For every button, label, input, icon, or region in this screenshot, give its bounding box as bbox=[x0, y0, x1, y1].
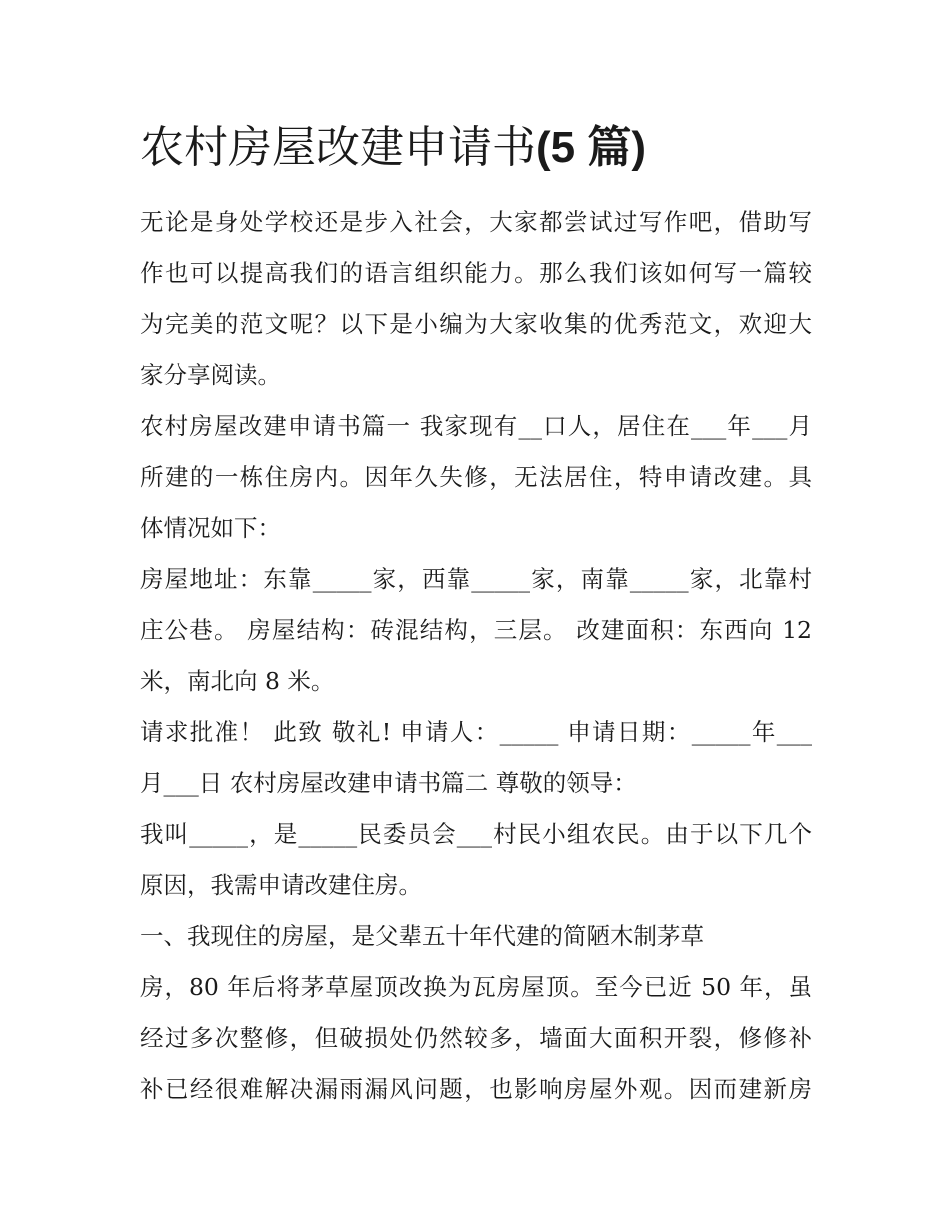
title-text: 农村房屋改建申请书 bbox=[140, 122, 536, 173]
paragraph-line: 请求批准！ 此致 敬礼! 申请人：_____ 申请日期：_____年___ bbox=[140, 718, 812, 746]
paragraph-line: 一、我现住的房屋，是父辈五十年代建的简陋木制茅草 bbox=[140, 922, 704, 950]
paragraph-line: 体情况如下： bbox=[140, 514, 281, 542]
paragraph-line: 月___日 农村房屋改建申请书篇二 尊敬的领导： bbox=[140, 769, 637, 797]
paragraph-line: 房，80 年后将茅草屋顶改换为瓦房屋顶。至今已近 50 年，虽 bbox=[140, 973, 812, 1001]
paragraph-line: 原因，我需申请改建住房。 bbox=[140, 871, 422, 899]
paragraph-line: 补已经很难解决漏雨漏风问题，也影响房屋外观。因而建新房 bbox=[140, 1075, 812, 1103]
paragraph-line: 为完美的范文呢？以下是小编为大家收集的优秀范文，欢迎大 bbox=[140, 310, 812, 338]
paragraph-line: 我叫_____，是_____民委员会___村民小组农民。由于以下几个 bbox=[140, 820, 812, 848]
document-title bbox=[140, 118, 646, 178]
paragraph-line: 米，南北向 8 米。 bbox=[140, 667, 335, 695]
paragraph-line: 农村房屋改建申请书篇一 我家现有__口人，居住在___年___月 bbox=[140, 412, 812, 440]
paragraph-line: 庄公巷。 房屋结构：砖混结构，三层。 改建面积：东西向 12 bbox=[140, 616, 812, 644]
paragraph-line: 房屋地址：东靠_____家，西靠_____家，南靠_____家，北靠村 bbox=[140, 565, 812, 593]
paragraph-line: 家分享阅读。 bbox=[140, 361, 281, 389]
paragraph-line: 经过多次整修，但破损处仍然较多，墙面大面积开裂，修修补 bbox=[140, 1024, 812, 1052]
paragraph-line: 无论是身处学校还是步入社会，大家都尝试过写作吧，借助写 bbox=[140, 208, 812, 236]
paragraph-line: 所建的一栋住房内。因年久失修，无法居住，特申请改建。具 bbox=[140, 463, 812, 491]
document-body bbox=[140, 197, 812, 1115]
paragraph-line: 作也可以提高我们的语言组织能力。那么我们该如何写一篇较 bbox=[140, 259, 812, 287]
title-count: (5 篇) bbox=[536, 123, 646, 172]
